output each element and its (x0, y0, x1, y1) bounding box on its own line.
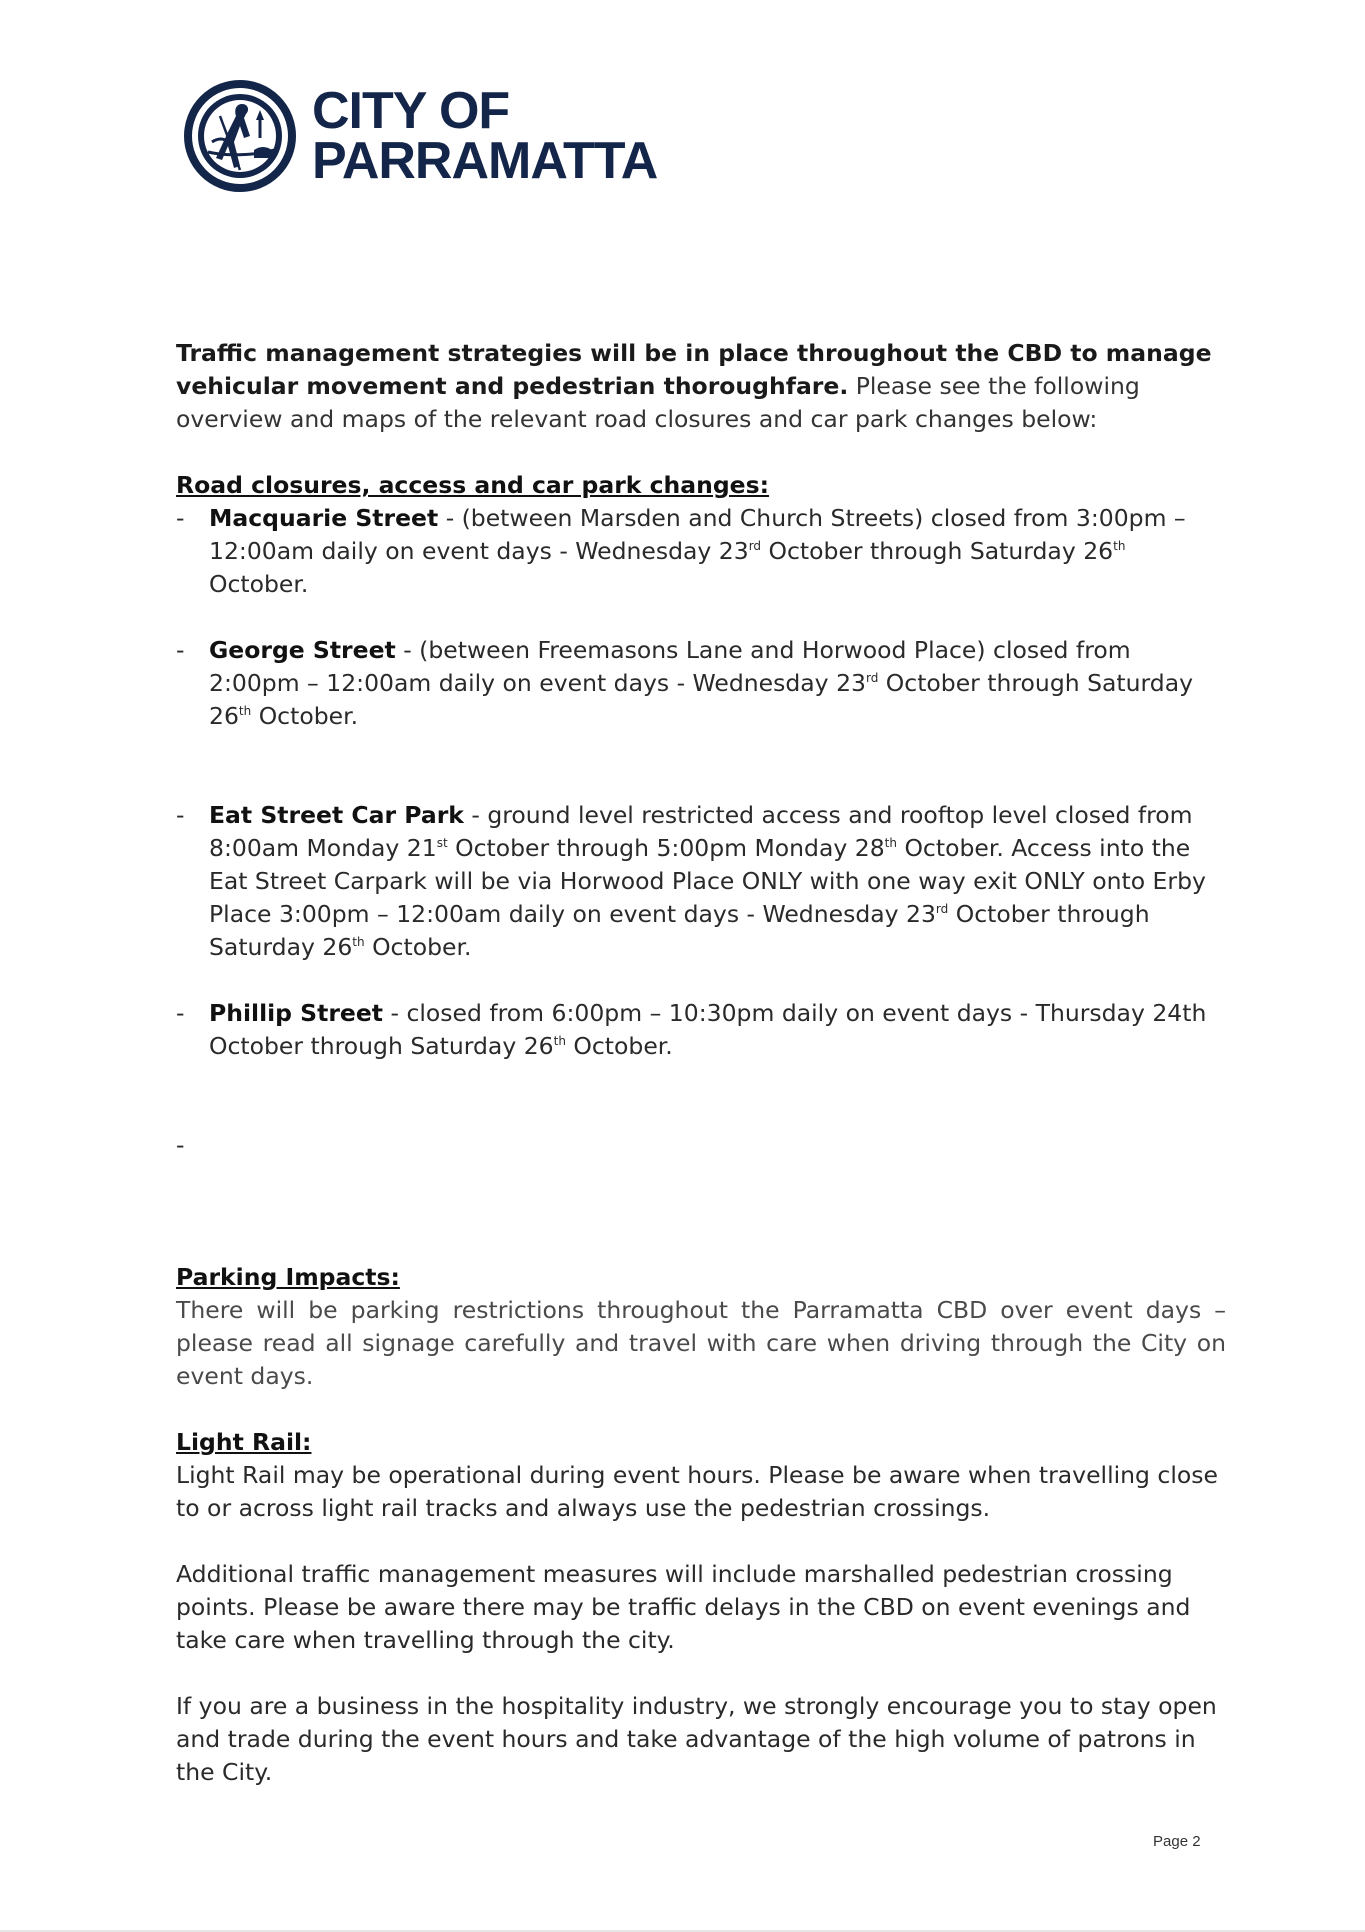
road-closures-list (176, 502, 1226, 1162)
closure-text: October through Saturday 26 (209, 900, 1150, 961)
intro-bold-text: Traffic management strategies will be in place throughout the CBD to manage vehicular movement and pedestrian thoroughfare. (176, 339, 1212, 400)
city-of-parramatta-logo (184, 80, 657, 192)
closure-street-name: Eat Street Car Park (209, 801, 464, 829)
logo-line-1: CITY OF (312, 82, 510, 140)
closure-item-eat-street-car-park (176, 799, 1226, 964)
closure-item-george-street (176, 634, 1226, 733)
document-body (176, 337, 1226, 1789)
additional-measures-paragraph: Additional traffic management measures will include marshalled pedestrian crossing points. Please be aware there may be traffic delays in the CBD on event evenings and take care when travelling through the city. (176, 1560, 1191, 1654)
closure-text: October through Saturday 26 (209, 669, 1194, 730)
light-rail-body: Light Rail may be operational during event hours. Please be aware when travelling close to or across light rail tracks and always use the pedestrian crossings. (176, 1461, 1218, 1522)
parking-impacts-heading: Parking Impacts: (176, 1263, 400, 1291)
bullet-dash: - (176, 504, 185, 532)
intro-paragraph (176, 337, 1226, 436)
parking-impacts-body: There will be parking restrictions throughout the Parramatta CBD over event days – please read all signage carefully and travel with care when driving through the City on event days. (176, 1296, 1226, 1390)
closure-text: October. (565, 1032, 673, 1060)
closure-text: October. (209, 570, 309, 598)
list-spacer (176, 601, 1226, 634)
ordinal-suffix: th (352, 935, 365, 950)
ordinal-suffix: st (436, 836, 448, 851)
page-number: Page 2 (1153, 1833, 1201, 1850)
closure-street-name: Phillip Street (209, 999, 384, 1027)
road-closures-heading: Road closures, access and car park changes: (176, 471, 770, 499)
closure-street-name: George Street (209, 636, 396, 664)
bullet-dash: - (176, 801, 185, 829)
hospitality-paragraph: If you are a business in the hospitality industry, we strongly encourage you to stay open and trade during the event hours and take advantage of the high volume of patrons in the City. (176, 1692, 1217, 1786)
closure-text: October. Access into the Eat Street Carpark will be via Horwood Place ONLY with one way exit ONLY onto Erby Place 3:00pm – 12:00am daily on event days - Wednesday 23 (209, 834, 1206, 928)
light-rail-heading: Light Rail: (176, 1428, 312, 1456)
empty-bullet-item (176, 1129, 1226, 1162)
closure-street-name: Macquarie Street (209, 504, 439, 532)
closure-text: October through 5:00pm Monday 28 (447, 834, 885, 862)
bullet-dash: - (176, 636, 185, 664)
logo-line-2: PARRAMATTA (312, 132, 658, 190)
ordinal-suffix: th (1113, 539, 1126, 554)
closure-text: October. (251, 702, 359, 730)
ordinal-suffix: th (553, 1034, 566, 1049)
closure-text: October through Saturday 26 (761, 537, 1114, 565)
parramatta-emblem-icon (184, 80, 296, 192)
closure-item-macquarie-street (176, 502, 1226, 601)
bullet-dash: - (176, 999, 185, 1027)
ordinal-suffix: rd (865, 671, 879, 686)
closure-text: October. (364, 933, 472, 961)
list-spacer (176, 1063, 1226, 1129)
closure-text: - closed from 6:00pm – 10:30pm daily on event days - Thursday 24th October through Saturday 26 (209, 999, 1207, 1060)
intro-rest-text: Please see the following overview and maps of the relevant road closures and car park changes below: (176, 372, 1140, 433)
bullet-dash: - (176, 1131, 185, 1159)
ordinal-suffix: th (238, 704, 252, 719)
closure-text: - (between Freemasons Lane and Horwood Place) closed from 2:00pm – 12:00am daily on event days - Wednesday 23 (209, 636, 1131, 697)
ordinal-suffix: rd (935, 902, 949, 917)
closure-text: - ground level restricted access and rooftop level closed from 8:00am Monday 21 (209, 801, 1193, 862)
ordinal-suffix: th (884, 836, 897, 851)
closure-item-phillip-street (176, 997, 1226, 1063)
closure-text: - (between Marsden and Church Streets) closed from 3:00pm – 12:00am daily on event days - Wednesday 23 (209, 504, 1186, 565)
list-spacer (176, 964, 1226, 997)
list-spacer (176, 733, 1226, 799)
ordinal-suffix: rd (748, 539, 762, 554)
logo-wordmark (312, 82, 658, 190)
